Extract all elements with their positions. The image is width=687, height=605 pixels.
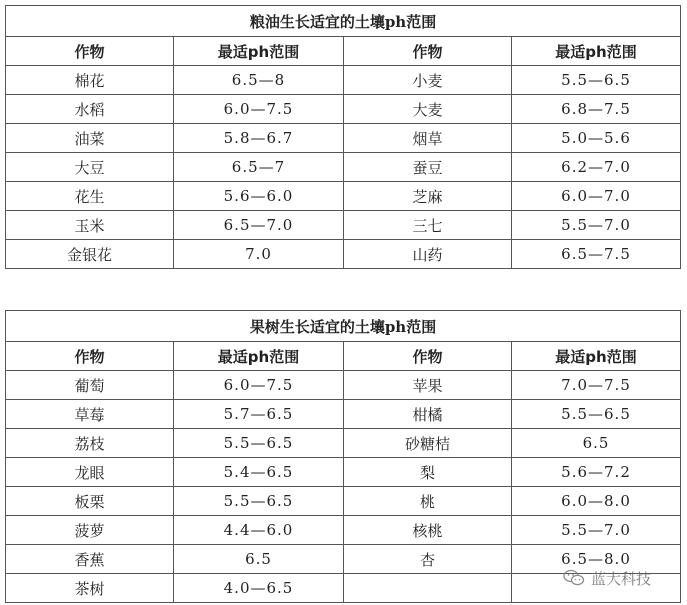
table-row [6, 95, 681, 124]
ph-range-cell: 5.5—7.0 [512, 211, 681, 240]
table-row [6, 211, 681, 240]
table-row [6, 516, 681, 545]
crop-name-cell: 蚕豆 [344, 153, 512, 182]
crop-name-cell: 葡萄 [6, 371, 174, 400]
watermark [563, 565, 651, 591]
header-ph-range: 最适ph范围 [512, 37, 681, 66]
crop-name-cell: 梨 [344, 458, 512, 487]
ph-range-cell: 5.5—6.5 [174, 487, 344, 516]
wechat-icon [563, 569, 585, 587]
ph-range-cell: 5.6—7.2 [512, 458, 681, 487]
header-crop: 作物 [6, 37, 174, 66]
ph-range-cell: 6.5—7 [174, 153, 344, 182]
crop-name-cell: 大麦 [344, 95, 512, 124]
ph-range-cell: 6.0—7.5 [174, 95, 344, 124]
ph-range-cell: 6.0—7.5 [174, 371, 344, 400]
ph-range-cell: 5.7—6.5 [174, 400, 344, 429]
watermark-text: 蓝大科技 [591, 569, 652, 588]
ph-range-cell: 6.5 [174, 545, 344, 574]
ph-range-cell: 7.0 [174, 240, 344, 269]
crop-name-cell: 棉花 [6, 66, 174, 95]
crop-name-cell: 砂糖桔 [344, 429, 512, 458]
crop-name-cell: 茶树 [6, 574, 174, 603]
crop-name-cell: 荔枝 [6, 429, 174, 458]
table-row [6, 371, 681, 400]
ph-range-cell: 7.0—7.5 [512, 371, 681, 400]
crop-name-cell: 菠萝 [6, 516, 174, 545]
crop-name-cell: 苹果 [344, 371, 512, 400]
header-crop: 作物 [344, 342, 512, 371]
header-ph-range: 最适ph范围 [174, 342, 344, 371]
table-row [6, 400, 681, 429]
grain-oil-ph-table [5, 5, 681, 269]
crop-name-cell: 杏 [344, 545, 512, 574]
crop-name-cell: 油菜 [6, 124, 174, 153]
crop-name-cell: 小麦 [344, 66, 512, 95]
crop-name-cell: 水稻 [6, 95, 174, 124]
header-crop: 作物 [344, 37, 512, 66]
ph-range-cell: 6.5—7.5 [512, 240, 681, 269]
crop-name-cell: 大豆 [6, 153, 174, 182]
ph-range-cell: 5.5—7.0 [512, 516, 681, 545]
ph-range-cell: 6.0—7.0 [512, 182, 681, 211]
ph-range-cell: 5.5—6.5 [512, 66, 681, 95]
crop-name-cell [344, 574, 512, 603]
crop-name-cell: 芝麻 [344, 182, 512, 211]
ph-range-cell: 6.5—8 [174, 66, 344, 95]
ph-range-cell: 6.2—7.0 [512, 153, 681, 182]
header-row [6, 37, 681, 66]
crop-name-cell: 核桃 [344, 516, 512, 545]
ph-range-cell: 6.8—7.5 [512, 95, 681, 124]
fruit-tree-ph-table [5, 310, 681, 603]
table-row [6, 240, 681, 269]
ph-range-cell: 5.5—6.5 [512, 400, 681, 429]
ph-range-cell: 6.5—7.0 [174, 211, 344, 240]
table-title: 果树生长适宜的土壤ph范围 [6, 311, 681, 342]
ph-range-cell: 5.8—6.7 [174, 124, 344, 153]
table-row [6, 429, 681, 458]
crop-name-cell: 金银花 [6, 240, 174, 269]
ph-range-cell: 6.0—8.0 [512, 487, 681, 516]
table-row [6, 487, 681, 516]
header-ph-range: 最适ph范围 [512, 342, 681, 371]
crop-name-cell: 山药 [344, 240, 512, 269]
ph-range-cell: 5.5—6.5 [174, 429, 344, 458]
crop-name-cell: 龙眼 [6, 458, 174, 487]
crop-name-cell: 烟草 [344, 124, 512, 153]
crop-name-cell: 板栗 [6, 487, 174, 516]
table-row [6, 66, 681, 95]
table-row [6, 458, 681, 487]
crop-name-cell: 香蕉 [6, 545, 174, 574]
header-crop: 作物 [6, 342, 174, 371]
ph-range-cell: 6.5 [512, 429, 681, 458]
header-row [6, 342, 681, 371]
table-row [6, 124, 681, 153]
table-row [6, 182, 681, 211]
crop-name-cell: 柑橘 [344, 400, 512, 429]
ph-range-cell: 6.5—8.0 [512, 545, 681, 574]
crop-name-cell: 花生 [6, 182, 174, 211]
table-row [6, 153, 681, 182]
crop-name-cell: 桃 [344, 487, 512, 516]
crop-name-cell: 三七 [344, 211, 512, 240]
table-title: 粮油生长适宜的土壤ph范围 [6, 6, 681, 37]
ph-range-cell: 4.0—6.5 [174, 574, 344, 603]
ph-range-cell: 5.4—6.5 [174, 458, 344, 487]
ph-range-cell: 5.0—5.6 [512, 124, 681, 153]
crop-name-cell: 玉米 [6, 211, 174, 240]
crop-name-cell: 草莓 [6, 400, 174, 429]
ph-range-cell: 5.6—6.0 [174, 182, 344, 211]
header-ph-range: 最适ph范围 [174, 37, 344, 66]
ph-range-cell: 4.4—6.0 [174, 516, 344, 545]
